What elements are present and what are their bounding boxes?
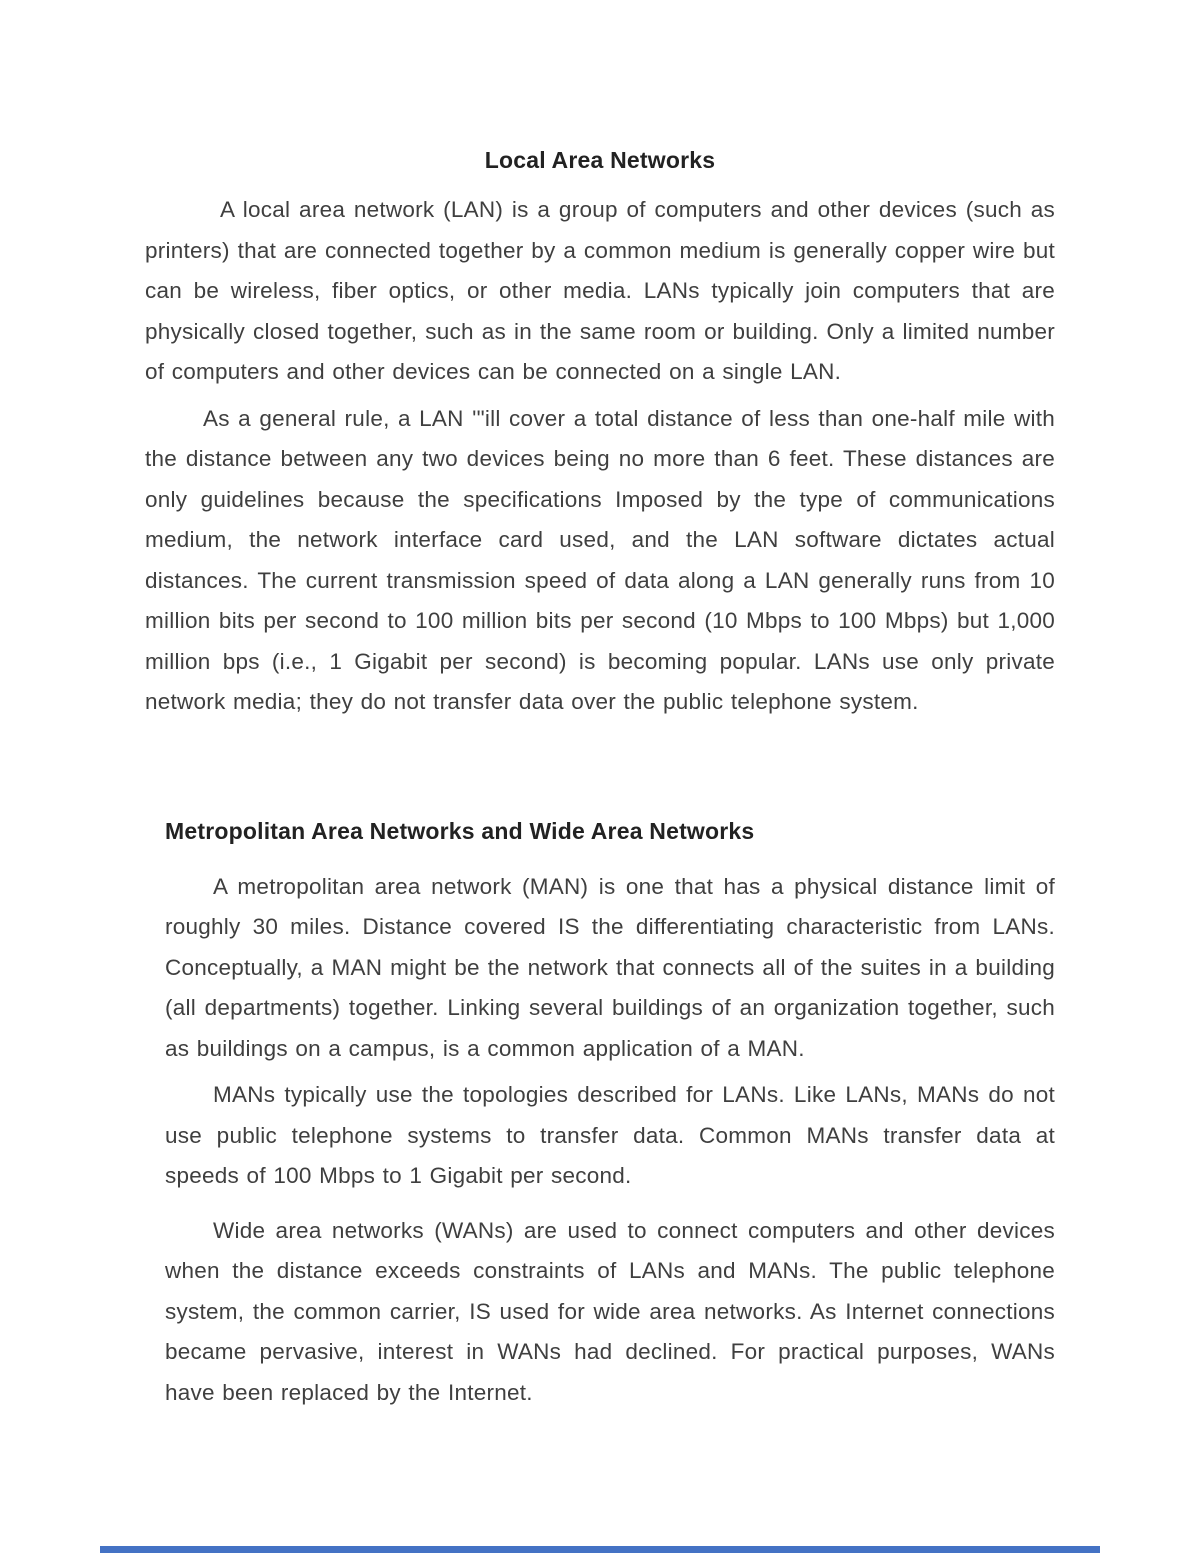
- page-bottom-border: [100, 1546, 1100, 1553]
- paragraph-man-2: MANs typically use the topologies described for LANs. Like LANs, MANs do not use public telephone systems to transfer data. Common MANs transfer data at speeds of 100 Mbps to 1 Gigabit per second.: [165, 1082, 1055, 1188]
- paragraph-wan-1: Wide area networks (WANs) are used to connect computers and other devices when the distance exceeds constraints of LANs and MANs. The public telephone system, the common carrier, IS used for wide area networks. As Internet connections became pervasive, interest in WANs had declined. For practical purposes, WANs have been replaced by the Internet.: [165, 1217, 1055, 1405]
- paragraph-lan-2: As a general rule, a LAN '"ill cover a total distance of less than one-half mile with the distance between any two devices being no more than 6 feet. These distances are only guidelines because the specifications Imposed by the type of communications medium, the network interface card used, and the LAN software dictates actual distances. The current transmission speed of data along a LAN generally runs from 10 million bits per second to 100 million bits per second (10 Mbps to 100 Mbps) but 1,000 million bps (i.e., 1 Gigabit per second) is becoming popular. LANs use only private network media; they do not transfer data over the public telephone system.: [145, 405, 1055, 714]
- section-man-wan: [145, 811, 1055, 1414]
- section-title-man-wan: Metropolitan Area Networks and Wide Area Networks: [165, 817, 755, 844]
- paragraph-man-1: A metropolitan area network (MAN) is one that has a physical distance limit of roughly 30 miles. Distance covered IS the differentiating characteristic from LANs. Conceptually, a MAN might be the network that connects all of the suites in a building (all departments) together. Linking several buildings of an organization together, such as buildings on a campus, is a common application of a MAN.: [165, 873, 1055, 1061]
- section-title-lan: Local Area Networks: [484, 147, 716, 173]
- section-local-area-networks: [145, 140, 1055, 723]
- paragraph-lan-1: A local area network (LAN) is a group of computers and other devices (such as printers) that are connected together by a common medium is generally copper wire but can be wireless, fiber optics, or other media. LANs typically join computers that are physically closed together, such as in the same room or building. Only a limited number of computers and other devices can be connected on a single LAN.: [145, 197, 1055, 384]
